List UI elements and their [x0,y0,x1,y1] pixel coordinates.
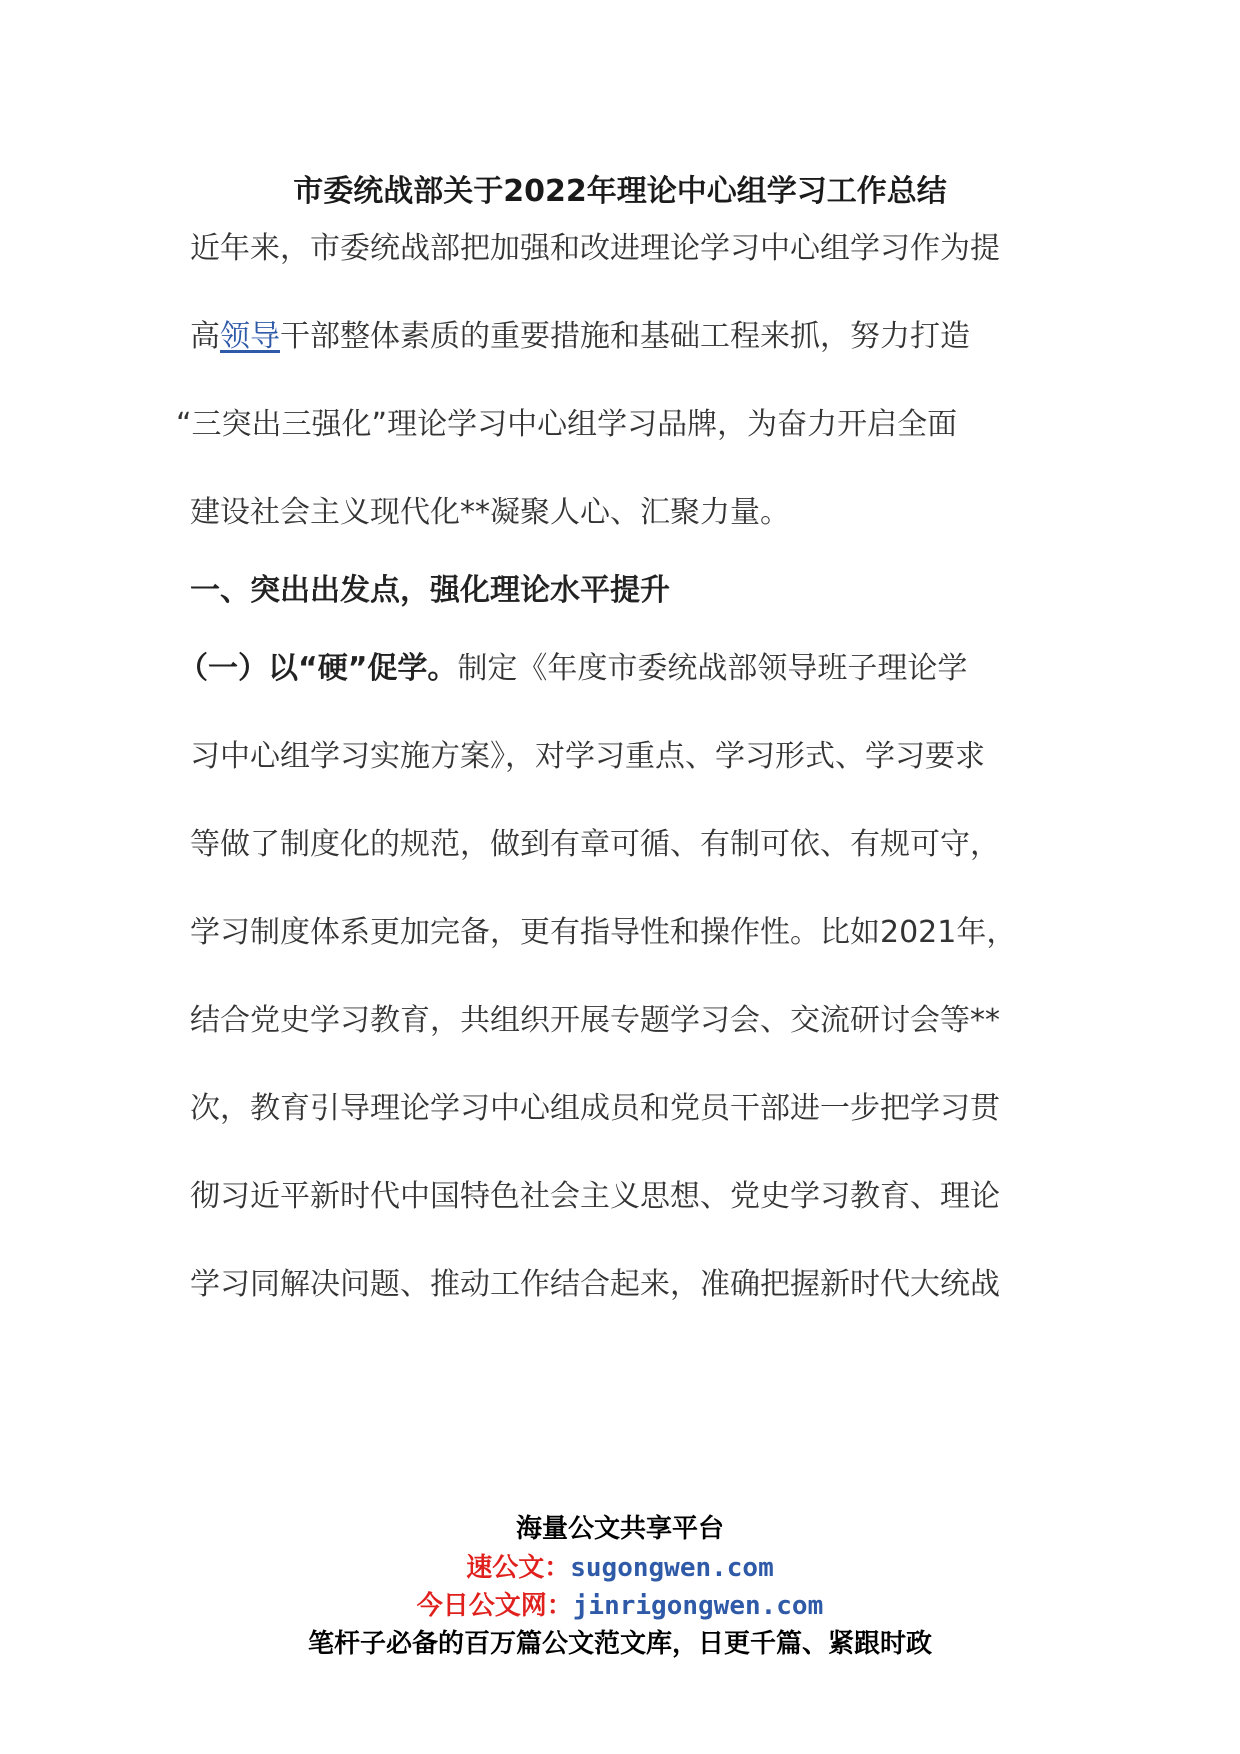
body-line-7: 习中心组学习实施方案》，对学习重点、学习形式、学习要求 [190,739,985,774]
body-line-12: 彻习近平新时代中国特色社会主义思想、党史学习教育、理论 [190,1179,1000,1214]
footer-site-1 [0,1551,1240,1585]
section-heading-1: 一、突出出发点，强化理论水平提升 [190,573,670,608]
footer-platform: 海量公文共享平台 [515,1514,724,1544]
body-line-2-before: 高 [190,319,220,354]
body-line-1: 近年来，市委统战部把加强和改进理论学习中心组学习作为提 [190,231,1000,266]
body-line-6 [178,649,1038,689]
body-line-2 [190,317,1050,357]
document-title: 市委统战部关于2022年理论中心组学习工作总结 [293,174,947,209]
body-line-4: 建设社会主义现代化**凝聚人心、汇聚力量。 [190,495,790,530]
body-line-9: 学习制度体系更加完备，更有指导性和操作性。比如2021年， [190,915,1017,950]
subsection-heading-1: （一）以“硬”促学。 [178,651,458,686]
footer-site-2 [0,1589,1240,1623]
body-line-11: 次，教育引导理论学习中心组成员和党员干部进一步把学习贯 [190,1091,1000,1126]
body-line-8: 等做了制度化的规范，做到有章可循、有制可依、有规可守， [190,827,1000,862]
body-line-2-after: 干部整体素质的重要措施和基础工程来抓，努力打造 [280,319,970,354]
body-line-3: “三突出三强化”理论学习中心组学习品牌，为奋力开启全面 [176,407,958,442]
body-line-6-rest: 制定《年度市委统战部领导班子理论学 [457,651,968,686]
footer-tagline: 笔杆子必备的百万篇公文范文库，日更千篇、紧跟时政 [307,1629,932,1659]
leader-link[interactable]: 领导 [220,319,280,354]
body-line-13: 学习同解决问题、推动工作结合起来，准确把握新时代大统战 [190,1267,1000,1302]
footer-site-1-label: 速公文： [466,1553,571,1583]
footer-site-1-url[interactable]: sugongwen.com [570,1553,774,1583]
body-line-10: 结合党史学习教育，共组织开展专题学习会、交流研讨会等** [190,1003,1000,1038]
footer-site-2-url[interactable]: jinrigongwen.com [572,1591,824,1621]
footer-site-2-label: 今日公文网： [416,1591,573,1621]
